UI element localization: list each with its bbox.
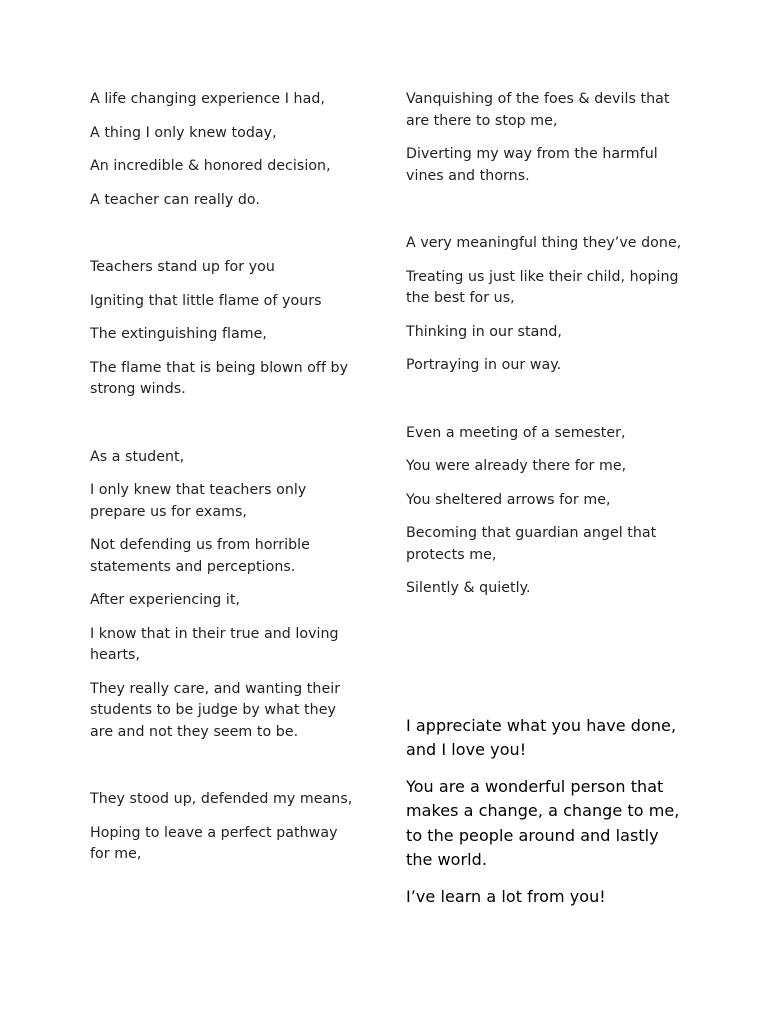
poem-line: I only knew that teachers only prepare us for exams, (90, 482, 307, 520)
poem-line: Vanquishing of the foes & devils that are there to stop me, (406, 91, 670, 129)
poem-line: Treating us just like their child, hoping the best for us, (406, 268, 679, 306)
stanza-6 (406, 233, 684, 377)
poem-line: An incredible & honored decision, (90, 158, 331, 174)
poem-line: Thinking in our stand, (406, 323, 562, 340)
closing-line: You are a wonderful person that makes a change, a change to me, to the people around and lastly the world. (406, 776, 680, 869)
poem-line: Becoming that guardian angel that protects me, (406, 525, 657, 563)
poem-line: Portraying in our way. (406, 357, 562, 373)
poem-line: I know that in their true and loving hearts, (90, 625, 339, 663)
poem-line: You sheltered arrows for me, (406, 491, 611, 508)
poem-line: A thing I only knew today, (90, 124, 277, 141)
closing-message (406, 714, 684, 910)
poem-line: You were already there for me, (406, 458, 627, 474)
stanza-5 (406, 89, 684, 187)
poem-line: A teacher can really do. (90, 191, 260, 208)
poem-line: They really care, and wanting their students to be judge by what they are and not they seem to be. (90, 680, 341, 740)
poem-line: Diverting my way from the harmful vines and thorns. (406, 146, 658, 184)
closing-line: I’ve learn a lot from you! (406, 886, 606, 906)
right-column (406, 89, 684, 921)
poem-line: Teachers stand up for you (90, 259, 275, 275)
poem-line: A life changing experience I had, (90, 91, 325, 107)
closing-line: I appreciate what you have done, and I love you! (406, 715, 677, 759)
stanza-7 (406, 423, 684, 600)
poem-line: A very meaningful thing they’ve done, (406, 235, 682, 251)
poem-line: Hoping to leave a perfect pathway for me, (90, 824, 338, 862)
stanza-3 (90, 447, 360, 744)
stanza-2 (90, 257, 360, 401)
poem-line: Igniting that little flame of yours (90, 292, 322, 309)
poem-line: Not defending us from horrible statements and perceptions. (90, 537, 310, 575)
poem-line: After experiencing it, (90, 592, 241, 608)
poem-line: They stood up, defended my means, (90, 791, 353, 807)
left-column (90, 89, 360, 878)
stanza-4 (90, 789, 360, 866)
poem-line: The extinguishing flame, (90, 326, 267, 342)
stanza-1 (90, 89, 360, 211)
poem-line: Silently & quietly. (406, 580, 531, 596)
poem-line: Even a meeting of a semester, (406, 424, 626, 441)
poem-line: The flame that is being blown off by strong winds. (90, 359, 349, 397)
poem-line: As a student, (90, 448, 185, 465)
